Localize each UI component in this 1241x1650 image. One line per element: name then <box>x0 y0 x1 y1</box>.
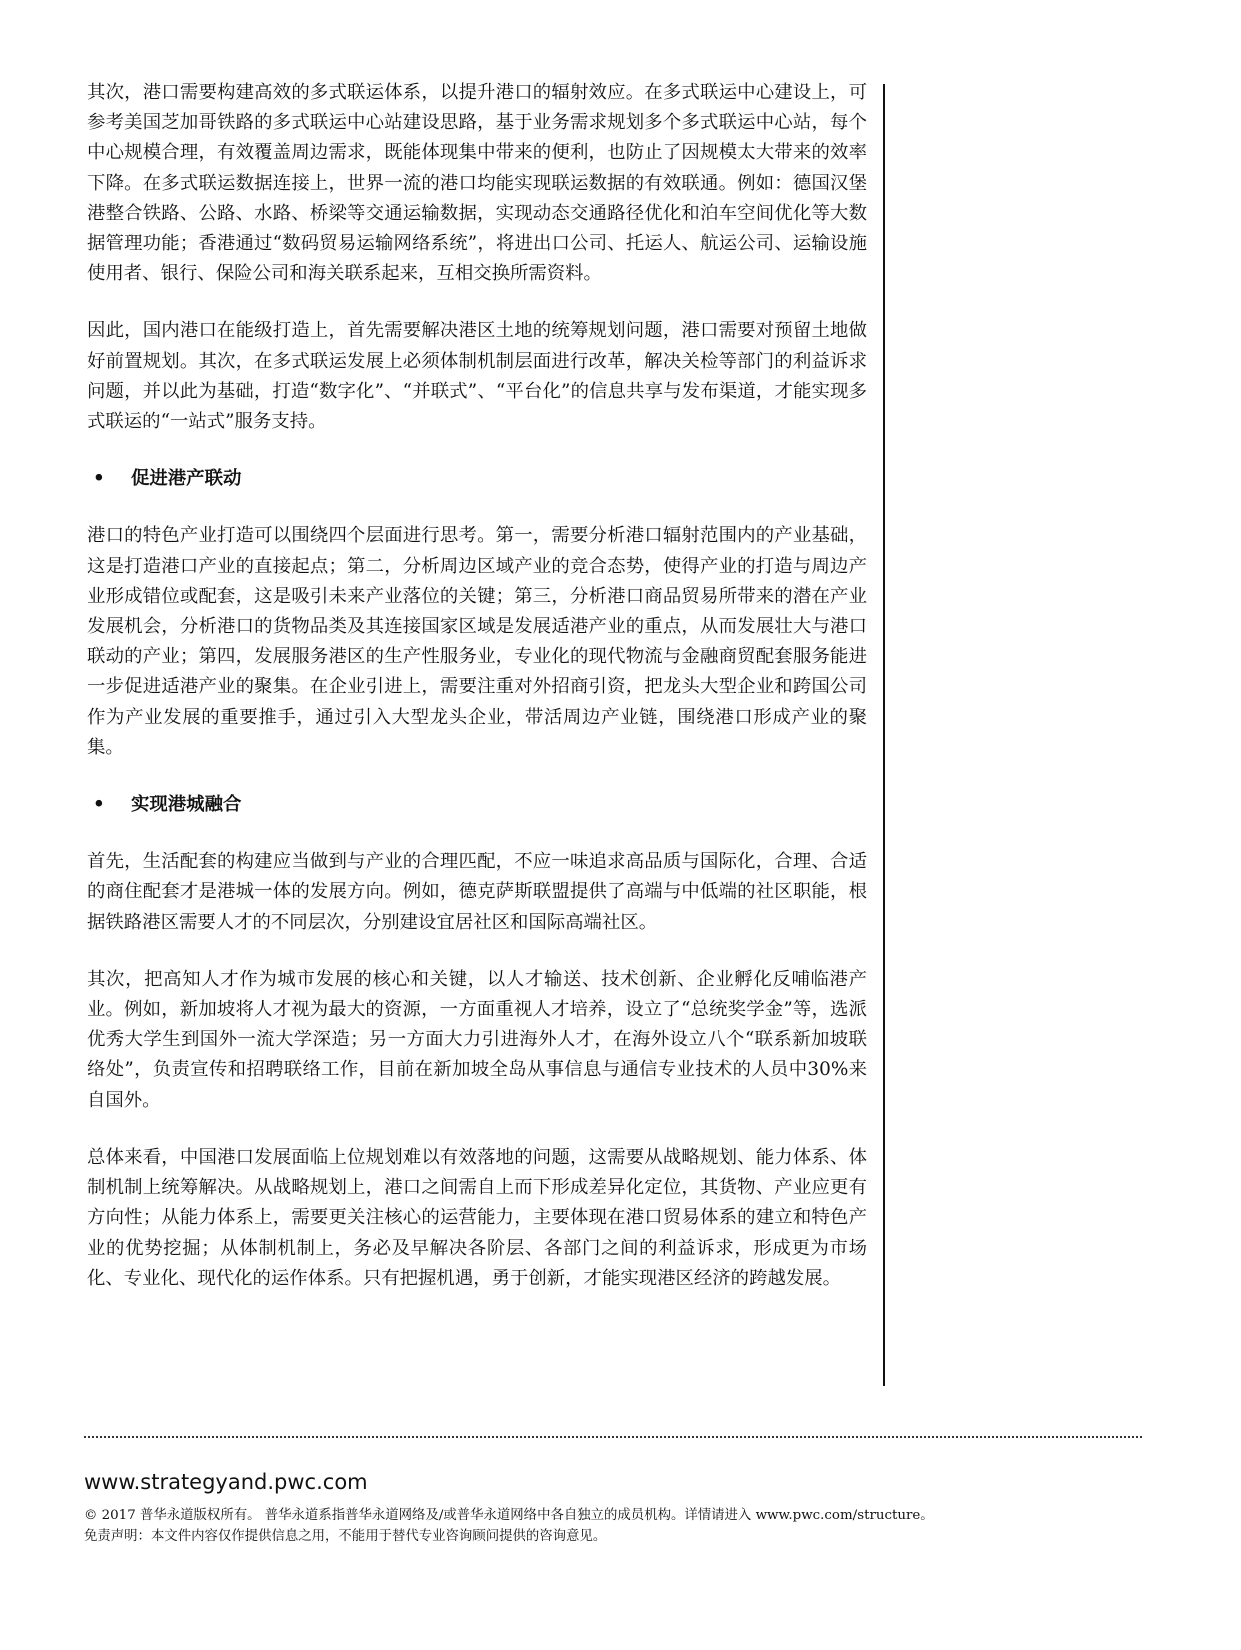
section-heading-text: 促进港产联动 <box>131 468 242 490</box>
section-heading-port-industry <box>87 464 867 494</box>
footer-website-link[interactable]: www.strategyand.pwc.com <box>84 1470 368 1494</box>
paragraph-multimodal-transport: 其次，港口需要构建高效的多式联运体系，以提升港口的辐射效应。在多式联运中心建设上，可参考美国芝加哥铁路的多式联运中心站建设思路，基于业务需求规划多个多式联运中心站，每个中心规模合理，有效覆盖周边需求，既能体现集中带来的便利，也防止了因规模太大带来的效率下降。在多式联运数据连接上，世界一流的港口均能实现联运数据的有效联通。例如：德国汉堡港整合铁路、公路、水路、桥梁等交通运输数据，实现动态交通路径优化和泊车空间优化等大数据管理功能；香港通过“数码贸易运输网络系统”，将进出口公司、托运人、航运公司、运输设施使用者、银行、保险公司和海关联系起来，互相交换所需资料。 <box>87 82 867 285</box>
footer-copyright: © 2017 普华永道版权所有。 普华永道系指普华永道网络及/或普华永道网络中各自独立的成员机构。详情请进入 www.pwc.com/structure。 <box>84 1508 934 1523</box>
article-body <box>87 78 867 1294</box>
bullet-icon: • <box>93 794 105 816</box>
footer-dotted-divider <box>84 1436 1142 1438</box>
paragraph-industry-linkage: 港口的特色产业打造可以围绕四个层面进行思考。第一，需要分析港口辐射范围内的产业基础，这是打造港口产业的直接起点；第二，分析周边区域产业的竞合态势，使得产业的打造与周边产业形成错位或配套，这是吸引未来产业落位的关键；第三，分析港口商品贸易所带来的潜在产业发展机会，分析港口的货物品类及其连接国家区域是发展适港产业的重点，从而发展壮大与港口联动的产业；第四，发展服务港区的生产性服务业，专业化的现代物流与金融商贸配套服务能进一步促进适港产业的聚集。在企业引进上，需要注重对外招商引资，把龙头大型企业和跨国公司作为产业发展的重要推手，通过引入大型龙头企业，带活周边产业链，围绕港口形成产业的聚集。 <box>87 525 867 758</box>
section-heading-port-city <box>87 790 867 820</box>
paragraph-living-facilities: 首先，生活配套的构建应当做到与产业的合理匹配，不应一味追求高品质与国际化，合理、合适的商住配套才是港城一体的发展方向。例如，德克萨斯联盟提供了高端与中低端的社区职能，根据铁路港区需要人才的不同层次，分别建设宜居社区和国际高端社区。 <box>87 851 867 933</box>
section-heading-text: 实现港城融合 <box>131 794 242 816</box>
paragraph-domestic-ports: 因此，国内港口在能级打造上，首先需要解决港区土地的统筹规划问题，港口需要对预留土地做好前置规划。其次，在多式联运发展上必须体制机制层面进行改革，解决关检等部门的利益诉求问题，并以此为基础，打造“数字化”、“并联式”、“平台化”的信息共享与发布渠道，才能实现多式联运的“一站式”服务支持。 <box>87 320 867 433</box>
paragraph-conclusion: 总体来看，中国港口发展面临上位规划难以有效落地的问题，这需要从战略规划、能力体系、体制机制上统筹解决。从战略规划上，港口之间需自上而下形成差异化定位，其货物、产业应更有方向性；从能力体系上，需要更关注核心的运营能力，主要体现在港口贸易体系的建立和特色产业的优势挖掘；从体制机制上，务必及早解决各阶层、各部门之间的利益诉求，形成更为市场化、专业化、现代化的运作体系。只有把握机遇，勇于创新，才能实现港区经济的跨越发展。 <box>87 1146 867 1289</box>
paragraph-talent: 其次，把高知人才作为城市发展的核心和关键，以人才输送、技术创新、企业孵化反哺临港产业。例如，新加坡将人才视为最大的资源，一方面重视人才培养，设立了“总统奖学金”等，选派优秀大学生到国外一流大学深造；另一方面大力引进海外人才，在海外设立八个“联系新加坡联络处”，负责宣传和招聘联络工作，目前在新加坡全岛从事信息与通信专业技术的人员中30%来自国外。 <box>87 968 867 1111</box>
footer-disclaimer: 免责声明：本文件内容仅作提供信息之用，不能用于替代专业咨询顾问提供的咨询意见。 <box>84 1529 607 1544</box>
vertical-divider <box>883 84 885 1386</box>
bullet-icon: • <box>93 468 105 490</box>
